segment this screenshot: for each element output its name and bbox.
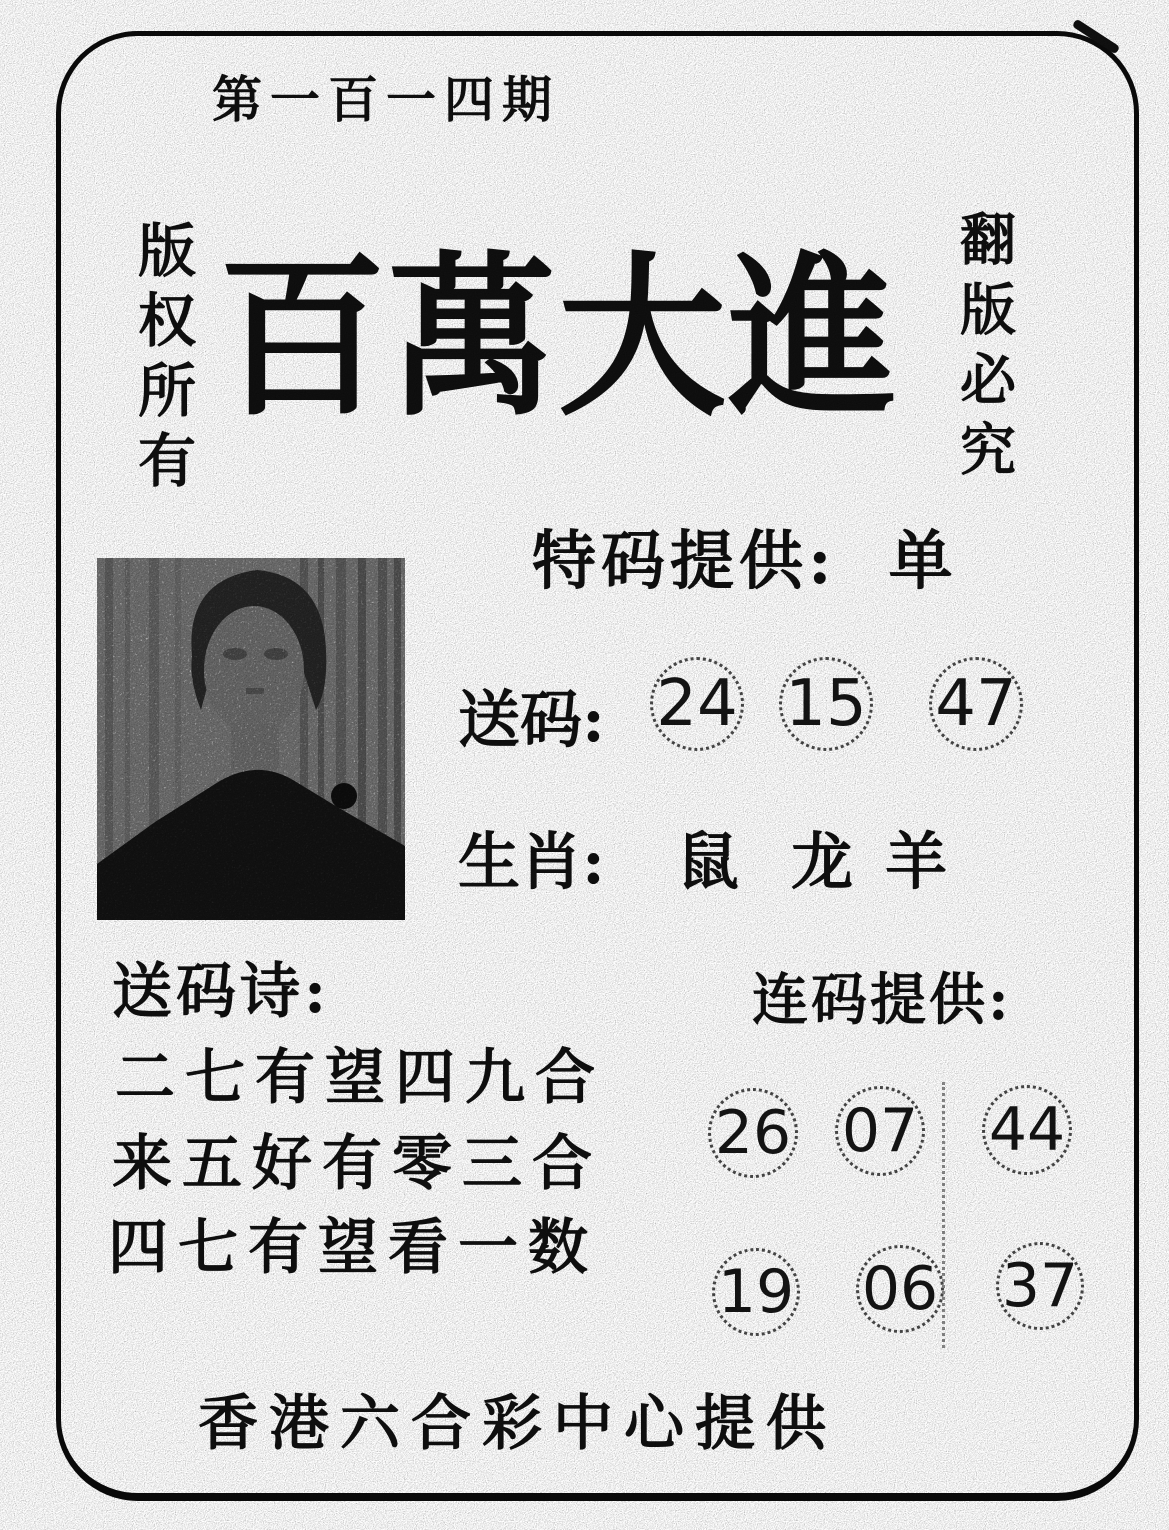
linked-code-circle: 37	[996, 1242, 1084, 1330]
zodiac-values	[677, 812, 947, 901]
special-code-line	[532, 510, 958, 602]
linked-code-circle: 26	[708, 1088, 798, 1178]
linked-code-circle: 07	[835, 1086, 925, 1176]
portrait-photo-graphic	[97, 558, 405, 920]
page-title: 百萬大進	[218, 234, 898, 440]
special-code-value: 单	[888, 524, 958, 599]
linked-code-circle: 19	[712, 1248, 800, 1336]
linked-code-circle: 06	[856, 1245, 944, 1333]
gift-code-circle: 24	[650, 657, 744, 751]
linked-codes-label: 连码提供:	[752, 967, 1012, 1033]
gift-code-circle: 47	[929, 657, 1023, 751]
copyright-left-text: 版权所有	[128, 220, 196, 500]
poem-label: 送码诗:	[112, 957, 331, 1027]
poem-line: 来五好有零三合	[112, 1129, 602, 1199]
gift-codes	[650, 657, 1023, 751]
zodiac-value: 鼠	[677, 825, 740, 898]
footer-provider-text: 香港六合彩中心提供	[198, 1389, 837, 1459]
issue-number: 第一百一四期	[212, 70, 560, 129]
linked-code-circle: 44	[982, 1085, 1072, 1175]
zodiac-value: 龙	[791, 825, 854, 898]
poem-line: 四七有望看一数	[108, 1213, 598, 1283]
poem-line: 二七有望四九合	[115, 1043, 605, 1113]
gift-codes-label: 送码:	[458, 683, 605, 756]
portrait-photo	[97, 558, 405, 920]
gift-code-circle: 15	[779, 657, 873, 751]
anti-piracy-text: 翻版必究	[951, 210, 1017, 490]
dotted-fold-line	[942, 1082, 945, 1348]
zodiac-value: 羊	[885, 825, 948, 898]
special-code-label: 特码提供:	[532, 524, 837, 599]
zodiac-label: 生肖:	[458, 825, 605, 898]
